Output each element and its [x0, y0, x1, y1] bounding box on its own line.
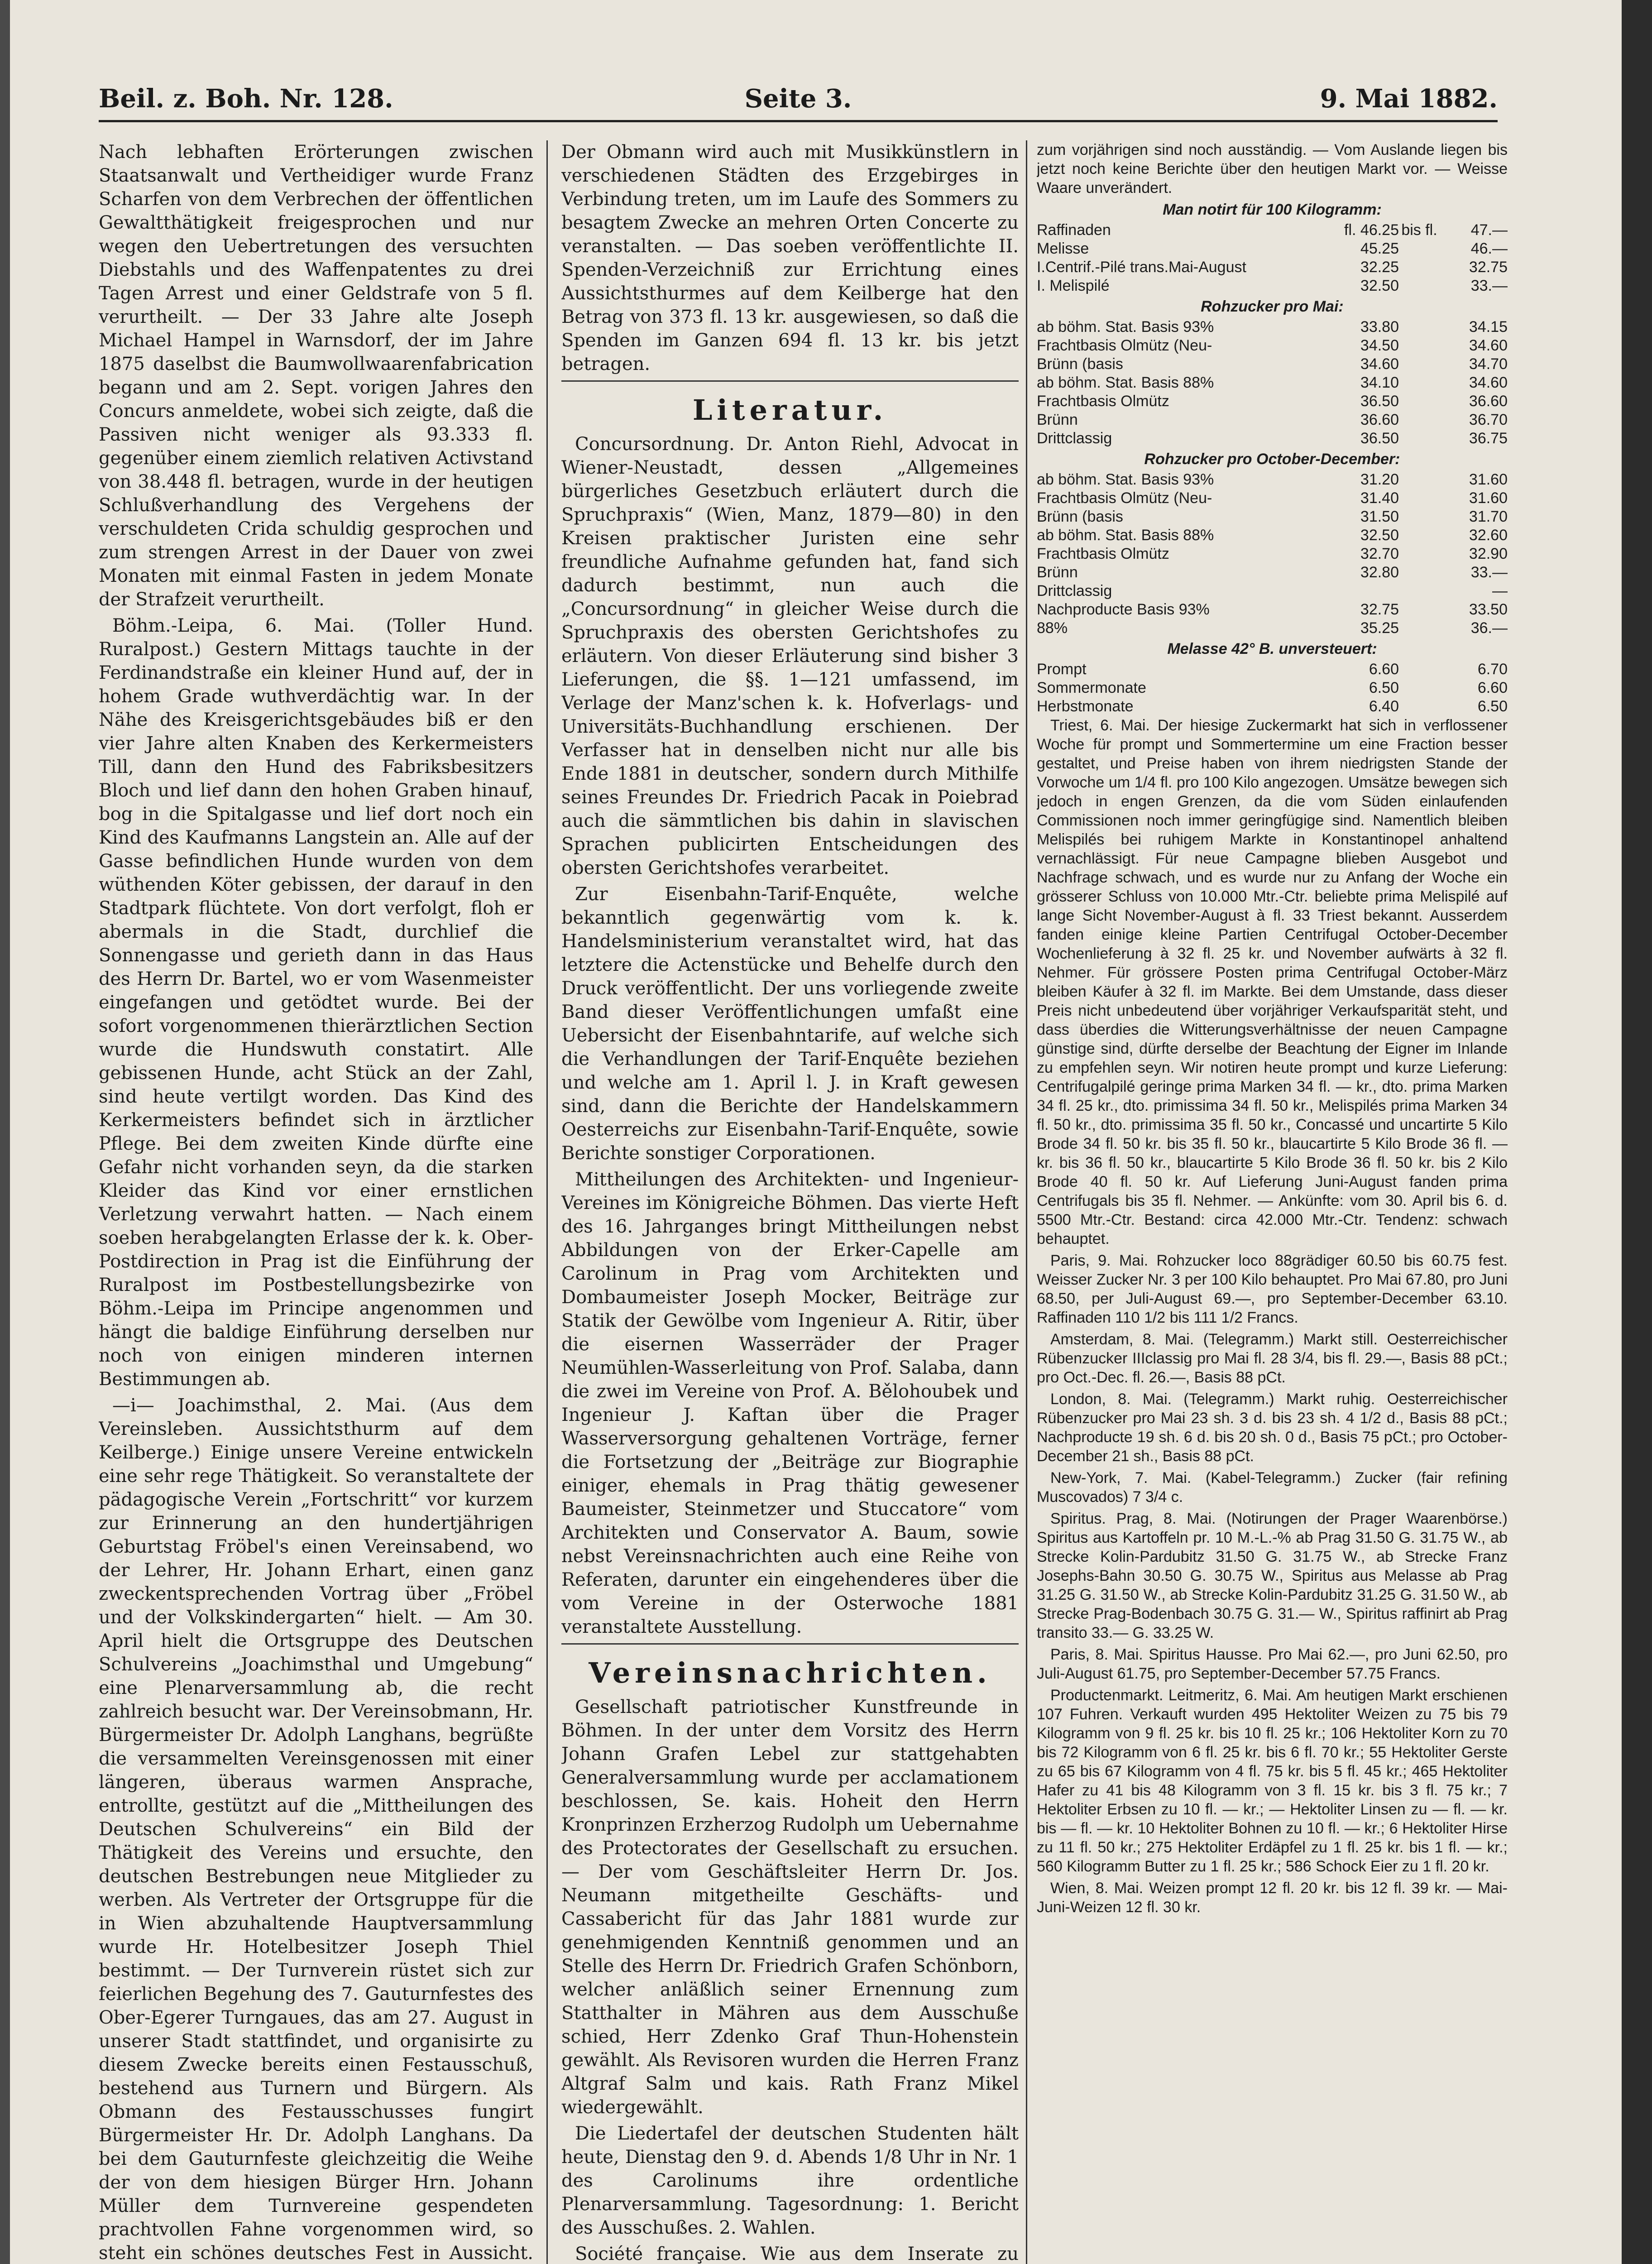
quote-value: 32.90 — [1469, 545, 1508, 562]
quote-value: 31.50 — [1360, 508, 1399, 525]
scan-edge — [1622, 0, 1652, 2264]
quote-value: 6.70 — [1477, 661, 1508, 678]
column-3 — [1037, 140, 1508, 2264]
section-rule — [561, 380, 1019, 382]
quote-value: 47.— — [1470, 221, 1508, 239]
newspaper-page — [10, 0, 1622, 2264]
quote-row — [1037, 582, 1508, 600]
quote-value: 36.75 — [1469, 430, 1508, 447]
quote-row — [1037, 697, 1508, 716]
article-paragraph: Böhm.-Leipa, 6. Mai. (Toller Hund. Ruralpost.) Gestern Mittags tauchte in der Ferdinandstraße ein kleiner Hund auf, der in hohem Grade wuthverdächtig war. In der Nähe des Kreisgerichtsgebäudes biß er den vier Jahre alten Knaben des Kerkermeisters Till, dann den Hund des Fabriksbesitzers Bloch und lief dann den hohen Graben hinauf, bog in die Spitalgasse und lief dort noch ein Kind des Kaufmanns Langstein an. Alle auf der Gasse befindlichen Hunde wurden von dem wüthenden Köter gebissen, der darauf in den Stadtpark flüchtete. Von dort verfolgt, floh er abermals in die Stadt, durchlief die Sonnengasse und gerieth dann in das Haus des Herrn Dr. Bartel, wo er vom Wasenmeister eingefangen und getödtet wurde. Bei der sofort vorgenommenen thierärztlichen Section wurde die Hundswuth constatirt. Alle gebissenen Hunde, acht Stück an der Zahl, sind heute vertilgt worden. Das Kind des Kerkermeisters befindet sich in ärztlicher Pflege. Bei dem zweiten Kinde dürfte eine Gefahr nicht vorhanden seyn, da die starken Kleider das Kind vor einer ernstlichen Verletzung verwahrt hatten. — Nach einem soeben herabgelangten Erlasse der k. k. Ober-Postdirection in Prag ist die Einführung der Ruralpost im Postbestellungsbezirke von Böhm.-Leipa im Principe angenommen und hängt die baldige Einführung derselben nur noch von einigen minderen internen Bestimmungen ab. — [99, 615, 533, 1390]
quote-row — [1037, 374, 1508, 392]
quote-value: 31.20 — [1360, 471, 1399, 488]
quote-value — [1399, 526, 1440, 545]
section-rule — [561, 1643, 1019, 1645]
quote-value — [1399, 470, 1440, 489]
quote-row — [1037, 619, 1508, 638]
quote-row — [1037, 355, 1508, 374]
quote-value: 32.75 — [1469, 259, 1508, 276]
quote-subheading: Rohzucker pro October-December: — [1144, 451, 1400, 468]
quote-value: 34.60 — [1360, 355, 1399, 373]
quote-value: 45.25 — [1360, 240, 1399, 257]
quote-value — [1399, 563, 1440, 582]
header-issue: Beil. z. Boh. Nr. 128. — [99, 84, 393, 114]
quote-value: 6.50 — [1477, 698, 1508, 715]
quote-value — [1399, 508, 1440, 526]
quote-value: 6.40 — [1369, 698, 1399, 715]
article-paragraph: Die Liedertafel der deutschen Studenten hält heute, Dienstag den 9. d. Abends 1/8 Uhr in Nr. 1 des Carolinums ihre ordentliche Plenarversammlung. Tagesordnung: 1. Bericht des Ausschußes. 2. Wahlen. — [561, 2123, 1019, 2238]
quote-row — [1037, 411, 1508, 429]
quote-value — [1399, 336, 1440, 355]
quote-row — [1037, 318, 1508, 336]
market-report-paragraph: Triest, 6. Mai. Der hiesige Zuckermarkt hat sich in verflossener Woche für prompt und Sommertermine um eine Fraction besser gestaltet, und Preise haben von ihrem niedrigsten Stande der Vorwoche um 1/4 fl. pro 100 Kilo angezogen. Umsätze bewegen sich jedoch in engen Grenzen, da die vom Süden einlaufenden Commissionen noch immer geringfügige sind. Namentlich bleiben Melispilés bei ruhigem Markte in Konstantinopel anhaltend vernachlässigt. Für neue Campagne blieben Ausgebot und Nachfrage schwach, und es wurde nur zu Anfang der Woche ein grösserer Schluss von 10.000 Mtr.-Ctr. beliebte prima Melispilé auf lange Sicht November-August à fl. 33 Triest bekannt. Ausserdem fanden einige kleine Partien Centrifugal October-December Wochenlieferung à 32 fl. 25 kr. und November aufwärts à 32 fl. Nehmer. Für grössere Posten prima Centrifugal October-März bleiben Käufer à 32 fl. im Markte. Bei dem Umstande, dass dieser Preis nicht unbedeutend über vorjähriger Verkaufsparität steht, und dass überdies die Witterungsverhältnisse der neuen Campagne günstige sind, dürfte derselbe der Beachtung der Eigner im Inlande zu empfehlen seyn. Wir notiren heute prompt und kurze Lieferung: Centrifugalpilé geringe prima Marken 34 fl. — kr., dto. prima Marken 34 fl. 25 kr., dto. primissima 34 fl. 50 kr., Melispilés prima Marken 34 fl. 50 kr., dto. primissima 35 fl. 50 kr., Concassé und uncartirte 5 Kilo Brode 34 fl. 50 kr. bis 35 fl. 50 kr., blaucartirte 5 Kilo Brode 36 fl. — kr. bis 36 fl. 50 kr., blaucartirte 5 Kilo Brode 36 fl. 50 kr. bis 2 Kilo Brode 40 fl. 50 kr. Auf Lieferung Juni-August fanden prima Centrifugals bis 35 fl. Nehmer. — Ankünfte: vom 30. April bis 6. d. 5500 Mtr.-Ctr. Bestand: circa 42.000 Mtr.-Ctr. Tendenz: schwach behauptet. — [1037, 717, 1508, 1247]
quote-value: 6.50 — [1369, 679, 1399, 696]
quote-value: 36.50 — [1360, 393, 1399, 410]
quote-value — [1331, 582, 1399, 600]
quote-row — [1037, 221, 1508, 240]
market-report-paragraph: Amsterdam, 8. Mai. (Telegramm.) Markt still. Oesterreichischer Rübenzucker IIIclassig pro Mai fl. 28 3/4, bis fl. 29.—, Basis 88 pCt.; pro Oct.-Dec. fl. 26.—, Basis 88 pCt. — [1037, 1331, 1508, 1386]
quote-value: 32.80 — [1360, 564, 1399, 581]
quote-label: Melisse — [1037, 240, 1089, 257]
quote-label: Frachtbasis Olmütz — [1037, 545, 1169, 562]
article-paragraph: Société française. Wie aus dem Inserate zu — [575, 2244, 1019, 2264]
quote-label: Frachtbasis Olmütz (Neu- — [1037, 337, 1212, 354]
market-report-paragraph: London, 8. Mai. (Telegramm.) Markt ruhig. Oesterreichischer Rübenzucker pro Mai 23 sh. 3 d. bis 23 sh. 4 1/2 d., Basis 88 pCt.; Nachproducte 19 sh. 6 d. bis 20 sh. 0 d., Basis 75 pCt.; pro October-December 21 sh., Basis 88 pCt. — [1037, 1391, 1508, 1465]
quote-row — [1037, 600, 1508, 619]
quote-value: 34.15 — [1469, 318, 1508, 336]
quote-label: 88% — [1037, 619, 1068, 637]
header-rule — [99, 120, 1498, 122]
market-report-paragraph: Paris, 8. Mai. Spiritus Hausse. Pro Mai 62.—, pro Juni 62.50, pro Juli-August 61.75, pro September-December 57.75 Francs. — [1037, 1646, 1508, 1682]
quote-value: 33.— — [1470, 564, 1508, 581]
quote-label: Frachtbasis Olmütz — [1037, 393, 1169, 410]
column-divider — [1026, 140, 1027, 2264]
quote-label: I. Melispilé — [1037, 277, 1110, 294]
article-paragraph: zum vorjährigen sind noch ausständig. — Vom Auslande liegen bis jetzt noch keine Berichte über den heutigen Markt vor. — Weisse Waare unverändert. — [1037, 141, 1508, 197]
quote-value: bis fl. — [1401, 221, 1437, 239]
column-2 — [561, 140, 1019, 2264]
quote-value: 34.70 — [1469, 355, 1508, 373]
quote-value — [1399, 318, 1440, 336]
market-report-paragraph: Spiritus. Prag, 8. Mai. (Notirungen der Prager Waarenbörse.) Spiritus aus Kartoffeln pr. 10 M.-L.-% ab Prag 31.50 G. 31.75 W., ab Strecke Kolin-Pardubitz 31.50 G. 31.75 W., ab Strecke Franz Josephs-Bahn 30.50 G. 30.75 W., Spiritus aus Melasse ab Prag 31.25 G. 31.50 W., ab Strecke Kolin-Pardubitz 31.25 G. 31.50 W., ab Strecke Prag-Bodenbach 30.75 G. 31.— W., Spiritus raffinirt ab Prag transito 33.— G. 33.25 W. — [1037, 1510, 1508, 1641]
quote-value — [1399, 600, 1440, 619]
quote-label: Brünn (basis — [1037, 355, 1123, 373]
quote-row — [1037, 392, 1508, 411]
quote-value: 32.70 — [1360, 545, 1399, 562]
quote-label: Brünn — [1037, 564, 1078, 581]
quote-value: 33.— — [1470, 277, 1508, 294]
quote-value: 34.60 — [1469, 374, 1508, 391]
quote-value: 32.50 — [1360, 277, 1399, 294]
quote-value: 36.70 — [1469, 411, 1508, 428]
page-header — [99, 84, 1498, 115]
quote-row — [1037, 489, 1508, 508]
market-report-paragraph: Paris, 9. Mai. Rohzucker loco 88grädiger 60.50 bis 60.75 fest. Weisser Zucker Nr. 3 per 100 Kilo behauptet. Pro Mai 67.80, pro Juni 68.50, per Juli-August 69.—, pro September-December 63.10. Raffinaden 110 1/2 bis 111 1/2 Francs. — [1037, 1252, 1508, 1326]
quote-value — [1399, 240, 1440, 258]
quote-label: ab böhm. Stat. Basis 88% — [1037, 527, 1214, 544]
quote-value — [1399, 545, 1440, 563]
article-paragraph: Zur Eisenbahn-Tarif-Enquête, welche bekanntlich gegenwärtig vom k. k. Handelsministerium veranstaltet wird, hat das letztere die Actenstücke und Behelfe durch den Druck veröffentlicht. Der uns vorliegende zweite Band dieser Veröffentlichungen umfaßt eine Uebersicht der Eisenbahntarife, auf welche sich die Verhandlungen der Tarif-Enquête beziehen und welche am 1. April l. J. in Kraft gewesen sind, dann die Berichte der Handelskammern Oesterreichs zur Eisenbahn-Tarif-Enquête, sowie Berichte sonstiger Corporationen. — [561, 884, 1019, 1164]
article-paragraph: Concursordnung. Dr. Anton Riehl, Advocat in Wiener-Neustadt, dessen „Allgemeines bürgerliches Gesetzbuch erläutert durch die Spruchpraxis“ (Wien, Manz, 1879—80) in den Kreisen praktischer Juristen eine sehr freundliche Aufnahme gefunden hat, fand sich dadurch bestimmt, nun auch die „Concursordnung“ in gleicher Weise durch die Spruchpraxis des obersten Gerichtshofes zu erläutern. Von dieser Erläuterung sind bisher 3 Lieferungen, die §§. 1—121 umfassend, im Verlage der Manz'schen k. k. Hofverlags- und Universitäts-Buchhandlung erschienen. Der Verfasser hat in denselben nicht nur alle bis Ende 1881 in deutscher, sondern durch Mithilfe seines Freundes Dr. Friedrich Pacak in Poiebrad auch die sämmtlichen bis dahin in slavischen Sprachen publicirten Entscheidungen des obersten Gerichtshofes verarbeitet. — [561, 434, 1019, 878]
quote-value — [1399, 429, 1440, 448]
quote-value — [1399, 697, 1440, 716]
quote-value: 6.60 — [1477, 679, 1508, 696]
quote-value: 34.10 — [1360, 374, 1399, 391]
quote-value: 36.50 — [1360, 430, 1399, 447]
quote-value: 31.40 — [1360, 489, 1399, 507]
quote-row — [1037, 508, 1508, 526]
market-reports — [1037, 716, 1508, 1917]
sugar-quotes-table-2 — [1037, 318, 1508, 448]
quote-value: 31.60 — [1469, 471, 1508, 488]
molasses-quotes-table — [1037, 660, 1508, 716]
quote-value — [1399, 258, 1440, 277]
quote-label: Frachtbasis Olmütz (Neu- — [1037, 489, 1212, 507]
quote-value: 31.60 — [1469, 489, 1508, 507]
quote-label: Drittclassig — [1037, 582, 1112, 600]
quote-row — [1037, 563, 1508, 582]
quote-value: 36.60 — [1360, 411, 1399, 428]
quote-value: 6.60 — [1369, 661, 1399, 678]
quote-label: Raffinaden — [1037, 221, 1111, 239]
header-page-number: Seite 3. — [744, 84, 852, 114]
quote-label: Herbstmonate — [1037, 698, 1134, 715]
quote-value: 46.— — [1470, 240, 1508, 257]
quote-value — [1399, 392, 1440, 411]
quote-value: — — [1492, 582, 1508, 600]
quote-value: 32.25 — [1360, 259, 1399, 276]
quote-value — [1399, 277, 1440, 295]
quote-row — [1037, 429, 1508, 448]
quote-value — [1399, 355, 1440, 374]
quote-value: 32.60 — [1469, 527, 1508, 544]
quote-row — [1037, 336, 1508, 355]
quote-value: 36.60 — [1469, 393, 1508, 410]
sugar-quotes-table-1 — [1037, 221, 1508, 295]
quote-value: 34.50 — [1360, 337, 1399, 354]
quote-label: ab böhm. Stat. Basis 93% — [1037, 471, 1214, 488]
quote-label: Drittclassig — [1037, 430, 1112, 447]
quote-value: 32.75 — [1360, 601, 1399, 618]
quote-label: Prompt — [1037, 661, 1087, 678]
column-1 — [99, 140, 533, 2264]
quote-label: Brünn — [1037, 411, 1078, 428]
quote-value: 33.80 — [1360, 318, 1399, 336]
quote-value: fl. 46.25 — [1344, 221, 1399, 239]
quote-value: 35.25 — [1360, 619, 1399, 637]
quote-value — [1399, 619, 1440, 638]
quote-value — [1399, 679, 1440, 697]
quote-row — [1037, 470, 1508, 489]
article-paragraph: Der Obmann wird auch mit Musikkünstlern in verschiedenen Städten des Erzgebirges in Verbindung treten, um im Laufe des Sommers zu besagtem Zwecke an mehren Orten Concerte zu veranstalten. — Das soeben veröffentlichte II. Spenden-Verzeichniß zur Errichtung eines Aussichtsthurmes auf dem Keilberge hat den Betrag von 373 fl. 13 kr. ausgewiesen, so daß die Spenden im Ganzen 694 fl. 13 kr. bis jetzt betragen. — [561, 142, 1019, 374]
quote-value: 33.50 — [1469, 601, 1508, 618]
quote-value: 31.70 — [1469, 508, 1508, 525]
quote-row — [1037, 660, 1508, 679]
article-paragraph: Mittheilungen des Architekten- und Ingenieur-Vereines im Königreiche Böhmen. Das vierte Heft des 16. Jahrganges bringt Mittheilungen nebst Abbildungen von der Erker-Capelle am Carolinum in Prag vom Architekten und Dombaumeister Joseph Mocker, Beiträge zur Statik der Gewölbe vom Ingenieur A. Ritir, über die eisernen Wasserräder der Prager Neumühlen-Wasserleitung von Prof. Salaba, dann die zwei im Vereine von Prof. A. Bělohoubek und Ingenieur J. Kaftan über die Prager Wasserversorgung gehaltenen Vorträge, ferner die Fortsetzung der „Beiträge zur Biographie einiger, ehemals in Prag thätig gewesener Baumeister, Steinmetzer und Stuccatore“ vom Architekten und Conservator A. Baum, sowie nebst Vereinsnachrichten auch eine Reihe von Referaten, darunter ein eingehenderes über die vom Vereine in der Osterwoche 1881 veranstaltete Ausstellung. — [561, 1169, 1019, 1637]
quote-row — [1037, 277, 1508, 295]
header-date: 9. Mai 1882. — [1320, 84, 1498, 114]
article-paragraph: Nach lebhaften Erörterungen zwischen Staatsanwalt und Vertheidiger wurde Franz Scharfen von dem Verbrechen der öffentlichen Gewaltthätigkeit freigesprochen und nur wegen den Uebertretungen des versuchten Diebstahls und des Waffenpatentes zu drei Tagen Arrest und einer Geldstrafe von 5 fl. verurtheilt. — Der 33 Jahre alte Joseph Michael Hampel in Warnsdorf, der im Jahre 1875 daselbst die Baumwollwaarenfabrication begann und am 2. Sept. vorigen Jahres den Concurs anmeldete, wobei sich zeigte, daß die Passiven nicht weniger als 93.333 fl. gegenüber einem ziemlich relativen Activstand von 38.448 fl. betragen, wurde in der heutigen Schlußverhandlung des Vergehens der verschuldeten Crida schuldig gesprochen und zum strengen Arrest in der Dauer von zwei Monaten mit einmal Fasten in jedem Monate der Strafzeit verurtheilt. — [99, 142, 533, 610]
market-report-paragraph: New-York, 7. Mai. (Kabel-Telegramm.) Zucker (fair refining Muscovados) 7 3/4 c. — [1037, 1469, 1508, 1506]
article-paragraph: Gesellschaft patriotischer Kunstfreunde in Böhmen. In der unter dem Vorsitz des Herrn Johann Grafen Lebel zur stattgehabten Generalversammlung wurde per acclamationem beschlossen, Se. kais. Hoheit den Herrn Kronprinzen Erzherzog Rudolph um Uebernahme des Protectorates der Gesellschaft zu ersuchen. — Der vom Geschäftsleiter Herrn Dr. Jos. Neumann mitgetheilte Geschäfts- und Cassabericht für das Jahr 1881 wurde zur genehmigenden Kenntniß genommen und an Stelle des Herrn Dr. Friedrich Grafen Schönborn, welcher anläßlich seiner Ernennung zum Statthalter in Mähren aus dem Ausschuße schied, Herr Zdenko Graf Thun-Hohenstein gewählt. Als Revisoren wurden die Herren Franz Altgraf Salm und kais. Rath Franz Mikel wiedergewählt. — [561, 1697, 1019, 2118]
section-title-vereinsnachrichten: Vereinsnachrichten. — [589, 1656, 991, 1689]
quote-label: ab böhm. Stat. Basis 93% — [1037, 318, 1214, 336]
quote-subheading: Rohzucker pro Mai: — [1201, 298, 1344, 315]
quote-value — [1399, 374, 1440, 392]
quote-table-heading: Man notirt für 100 Kilogramm: — [1163, 201, 1382, 218]
quote-row — [1037, 526, 1508, 545]
section-title-literatur: Literatur. — [692, 393, 888, 427]
market-report-paragraph: Wien, 8. Mai. Weizen prompt 12 fl. 20 kr. bis 12 fl. 39 kr. — Mai-Juni-Weizen 12 fl. 30 kr. — [1037, 1880, 1508, 1916]
quote-row — [1037, 545, 1508, 563]
sugar-quotes-table-3 — [1037, 470, 1508, 638]
quote-value — [1399, 411, 1440, 429]
quote-value: 32.50 — [1360, 527, 1399, 544]
quote-label: Nachproducte Basis 93% — [1037, 601, 1210, 618]
quote-value — [1399, 489, 1440, 508]
quote-value — [1399, 660, 1440, 679]
article-paragraph: —i— Joachimsthal, 2. Mai. (Aus dem Vereinsleben. Aussichtsthurm auf dem Keilberge.) Einige unsere Vereine entwickeln eine sehr rege Thätigkeit. So veranstaltete der pädagogische Verein „Fortschritt“ vor kurzem zur Erinnerung an den hundertjährigen Geburtstag Fröbel's einen Vereinsabend, wo der Lehrer, Hr. Johann Erhart, einen ganz zweckentsprechenden Vortrag über „Fröbel und der Volkskindergarten“ hielt. — Am 30. April hielt die Ortsgruppe des Deutschen Schulvereins „Joachimsthal und Umgebung“ eine Plenarversammlung ab, die recht zahlreich besucht war. Der Vereinsobmann, Hr. Bürgermeister Dr. Adolph Langhans, begrüßte die versammelten Vereinsgenossen mit einer längeren, überaus warmen Ansprache, entrollte, gestützt auf die „Mittheilungen des Deutschen Schulvereins“ ein Bild der Thätigkeit des Vereins und ersuchte, den deutschen Bestrebungen neue Mitglieder zu werben. Als Vertreter der Ortsgruppe für die in Wien abzuhaltende Hauptversammlung wurde Hr. Hotelbesitzer Joseph Thiel bestimmt. — Der Turnverein rüstet sich zur feierlichen Begehung des 7. Gauturnfestes des Ober-Egerer Turngaues, das am 27. August in unserer Stadt stattfindet, und organisirte zu diesem Zwecke bereits einen Festausschuß, bestehend aus Turnern und Bürgern. Als Obmann des Festausschusses fungirt Bürgermeister Hr. Dr. Adolph Langhans. Da bei dem Gauturnfeste gleichzeitig die Weihe der von dem hiesigen Bürger Hrn. Johann Müller dem Turnvereine gespendeten prachtvollen Fahne vorgenommen wird, so steht ein schönes deutsches Fest in Aussicht. — [99, 1395, 533, 2264]
market-report-paragraph: Productenmarkt. Leitmeritz, 6. Mai. Am heutigen Markt erschienen 107 Fuhren. Verkauft wurden 495 Hektoliter Weizen zu 75 bis 79 Kilogramm von 9 fl. 25 kr. bis 10 fl. 25 kr.; 106 Hektoliter Korn zu 70 bis 72 Kilogramm von 6 fl. 25 kr. bis 6 fl. 70 kr.; 55 Hektoliter Gerste zu 65 bis 67 Kilogramm von 4 fl. 75 kr. bis 5 fl. 45 kr.; 465 Hektoliter Hafer zu 41 bis 48 Kilogramm von 3 fl. 15 kr. bis 3 fl. 75 kr.; 7 Hektoliter Erbsen zu 10 fl. — kr.; — Hektoliter Linsen zu — fl. — kr. bis — fl. — kr. 10 Hektoliter Bohnen zu 10 fl. — kr.; 6 Hektoliter Hirse zu 11 fl. 50 kr.; 275 Hektoliter Erdäpfel zu 1 fl. 25 kr. bis 1 fl. — kr.; 560 Kilogramm Butter zu 1 fl. 25 kr.; 586 Schock Eier zu 1 fl. 20 kr. — [1037, 1687, 1508, 1875]
quote-value: 34.60 — [1469, 337, 1508, 354]
quote-row — [1037, 240, 1508, 258]
quote-value: 36.— — [1470, 619, 1508, 637]
quote-value — [1399, 582, 1440, 600]
quote-row — [1037, 258, 1508, 277]
quote-label: I.Centrif.-Pilé trans.Mai-August — [1037, 259, 1246, 276]
quote-label: ab böhm. Stat. Basis 88% — [1037, 374, 1214, 391]
quote-label: Sommermonate — [1037, 679, 1146, 696]
quote-subheading: Melasse 42° B. unversteuert: — [1167, 640, 1377, 657]
column-divider — [546, 140, 548, 2264]
quote-row — [1037, 679, 1508, 697]
quote-label: Brünn (basis — [1037, 508, 1123, 525]
